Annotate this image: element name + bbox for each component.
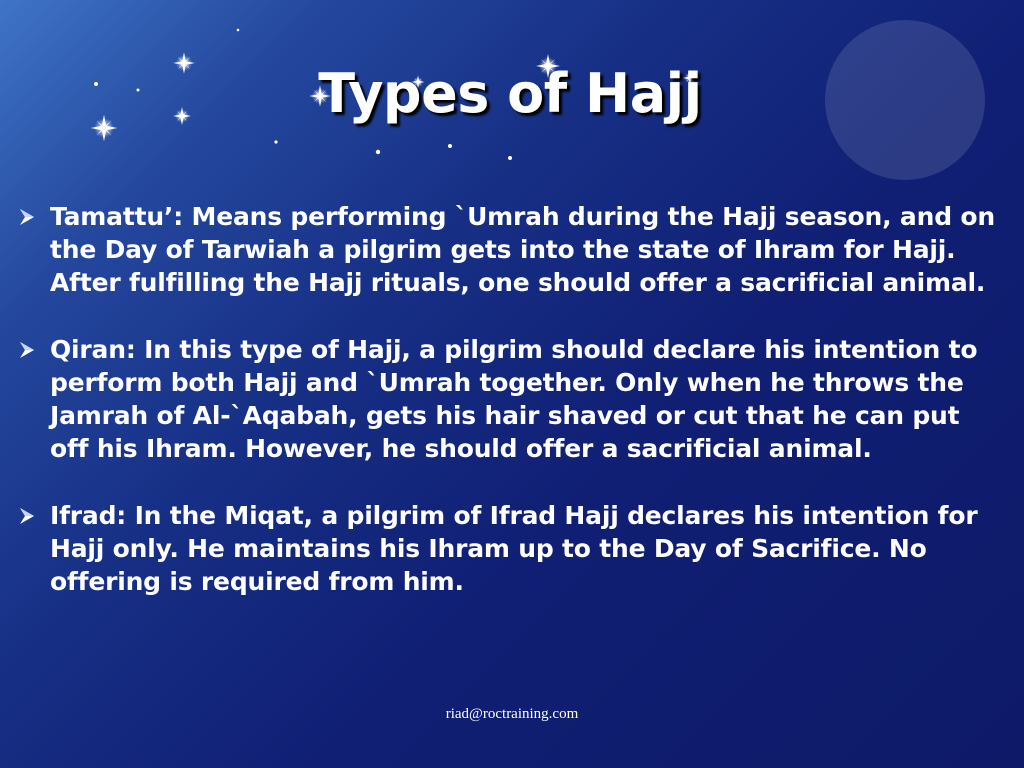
star-dot	[94, 82, 98, 86]
crescent-moon-icon	[815, 20, 985, 180]
slide-title: Types of Hajj	[318, 62, 702, 125]
bullet-item-qiran	[18, 333, 998, 465]
bullet-item-tamattu	[18, 200, 998, 299]
bullet-list	[18, 200, 998, 632]
sparkle-star-icon	[91, 115, 117, 141]
bullet-text: Ifrad: In the Miqat, a pilgrim of Ifrad Hajj declares his intention for Hajj only. He maintains his Ihram up to the Day of Sacrifice. No offering is required from him.	[50, 501, 978, 596]
bullet-text: Tamattu’: Means performing `Umrah during the Hajj season, and on the Day of Tarwiah a pilgrim gets into the state of Ihram for Hajj. After fulfilling the Hajj rituals, one should offer a sacrificial animal.	[50, 202, 995, 297]
star-dot	[376, 150, 380, 154]
star-dot	[237, 29, 240, 32]
star-dot	[137, 89, 140, 92]
arrow-chevron-bullet-icon	[18, 506, 38, 526]
star-dot	[274, 140, 277, 143]
star-dot	[508, 156, 512, 160]
arrow-chevron-bullet-icon	[18, 340, 38, 360]
sparkle-star-icon	[173, 52, 195, 74]
arrow-chevron-bullet-icon	[18, 207, 38, 227]
footer-email: riad@roctraining.com	[445, 706, 579, 722]
star-dot	[448, 144, 452, 148]
sparkle-star-icon	[173, 107, 191, 125]
bullet-text: Qiran: In this type of Hajj, a pilgrim should declare his intention to perform both Hajj and `Umrah together. Only when he throws the Jamrah of Al-`Aqabah, gets his hair shaved or cut that he can put off his Ihram. However, he should offer a sacrificial animal.	[50, 335, 978, 463]
bullet-item-ifrad	[18, 499, 998, 598]
